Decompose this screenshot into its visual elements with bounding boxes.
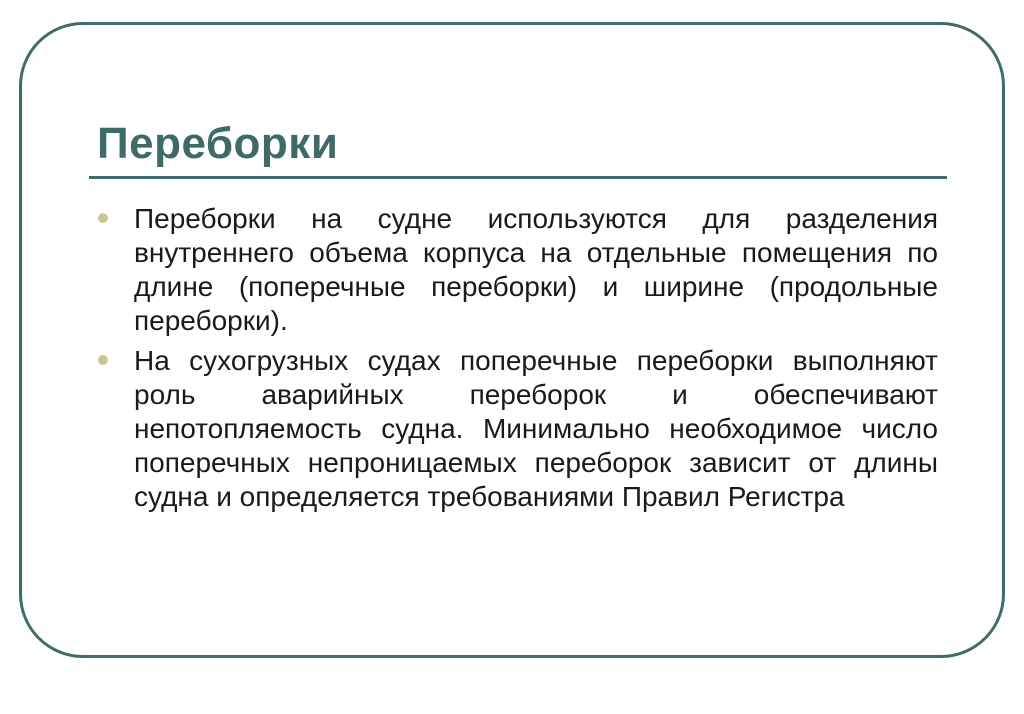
- bullet-text: Переборки на судне используются для разделения внутреннего объема корпуса на отдельные помещения по длине (поперечные переборки) и ширине (продольные переборки).: [134, 203, 938, 336]
- bullet-item: [96, 202, 938, 338]
- bullet-dot-icon: [98, 213, 108, 223]
- title-divider: [89, 176, 947, 179]
- bullet-dot-icon: [98, 355, 108, 365]
- bullet-item: [96, 344, 938, 514]
- slide-title: Переборки: [97, 119, 339, 168]
- bullet-text: На сухогрузных судах поперечные переборки выполняют роль аварийных переборок и обеспечивают непотопляемость судна. Минимально необходимое число поперечных непроницаемых переборок зависит от длины судна и определяется требованиями Правил Регистра: [134, 345, 938, 512]
- bullet-list: [96, 202, 938, 520]
